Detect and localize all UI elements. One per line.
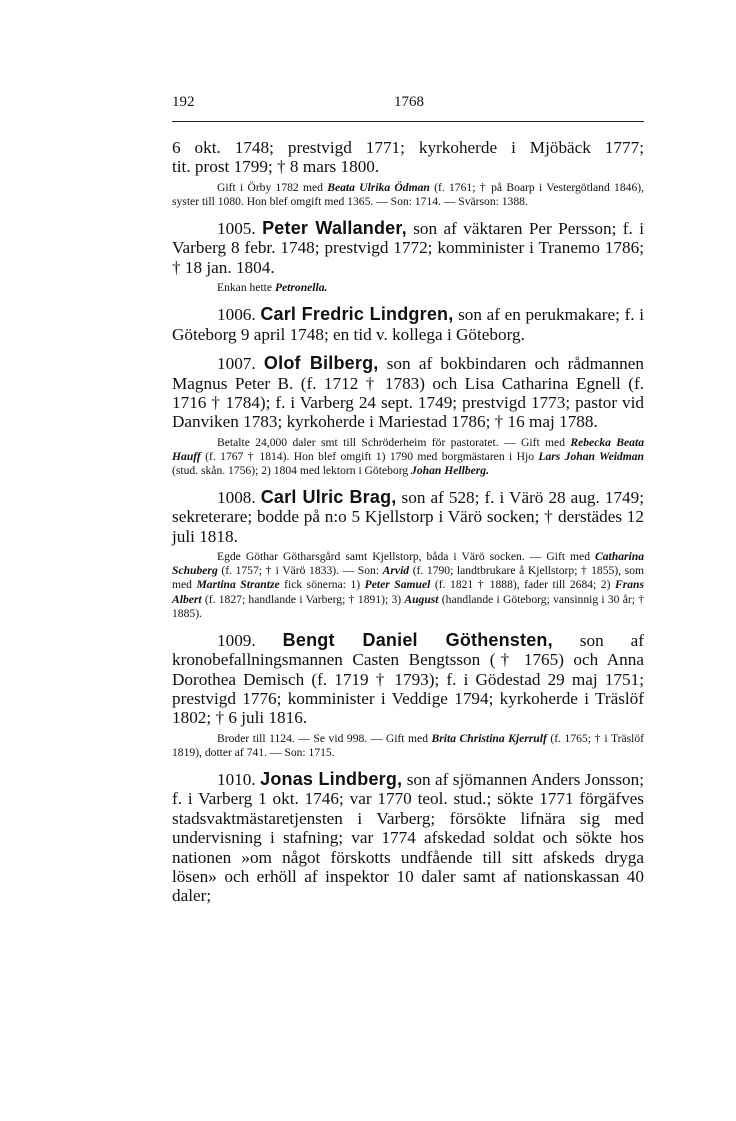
entries-list [172, 219, 644, 906]
entry-number: 1007. [217, 354, 264, 374]
entry-name: Bengt Daniel Göthensten, [282, 629, 553, 650]
note-text: Broder till 1124. — Se vid 998. — Gift med [217, 731, 432, 745]
intro-line: tit. prost 1799; † 8 mars 1800. [172, 157, 380, 177]
note-text: Enkan hette [217, 281, 275, 295]
entry-name: Olof Bilberg, [263, 353, 379, 374]
note-italic-name: Lars Johan Weidman [538, 449, 644, 463]
entry-number: 1006. [217, 305, 261, 325]
note-text: (f. 1761; † på Boarp i Vestergötland 1846), syster till 1080. Hon blef omgift med 1365. — Son: 1714. — Svärson: 1388. [172, 180, 644, 208]
note-text: (f. 1765; † i Träslöf 1819), dotter af 741. — Son: 1715. [172, 731, 645, 759]
header-rule [172, 121, 644, 122]
entry-name: Peter Wallander, [262, 218, 407, 238]
intro-continuation [172, 138, 644, 209]
biography-entry [172, 631, 644, 760]
entry-number: 1010. [217, 769, 261, 789]
note-text: (f. 1827; handlande i Varberg; † 1891); 3) [201, 592, 405, 606]
entry-note [172, 281, 644, 295]
note-italic-name: Beata Ulrika Ödman [327, 180, 430, 194]
note-italic-name: Johan Hellberg. [411, 463, 489, 477]
entry-text: son af en perukmakare; f. i Göteborg 9 april 1748; en tid v. kollega i Göteborg. [172, 305, 644, 344]
book-page [172, 94, 645, 906]
intro-line: 6 okt. 1748; prestvigd 1771; kyrkoherde i Mjöbäck 1777; [172, 138, 644, 157]
entry-text: son af sjömannen Anders Jonsson; f. i Varberg 1 okt. 1746; var 1770 teol. stud.; sökte 1771 förgäfves stadsvaktmästaretjensten i Varberg; försökte lifnära sig med undervisning i stafning; var 1774 afskedad soldat och sökte hos nationen »om något förskotts undfående till sitt afskeds dryga lösen» och erhöll af inspektor 10 daler samt af nationskassan 40 daler; [172, 769, 644, 906]
entry-name: Carl Fredric Lindgren, [260, 304, 454, 325]
note-italic-name: Petronella. [274, 281, 328, 295]
entry-paragraph [172, 488, 644, 546]
note-italic-name: Brita Christina Kjerrulf [431, 731, 547, 745]
note-italic-name: Martina Strantze [196, 578, 280, 592]
intro-note [172, 181, 644, 209]
entry-number: 1008. [217, 488, 261, 508]
note-text: Betalte 24,000 daler smt till Schröderheim för pastoratet. — Gift med [217, 435, 571, 449]
note-text: Egde Göthar Götharsgård samt Kjellstorp, båda i Värö socken. — Gift med [217, 550, 596, 564]
year-heading: 1768 [394, 94, 424, 110]
note-italic-name: Rebecka Beata Hauff [172, 435, 645, 463]
page-number: 192 [172, 94, 195, 110]
note-text: (handlande i Göteborg; vansinnig i 30 år; † 1885). [172, 592, 645, 620]
entry-text: son af 528; f. i Värö 28 aug. 1749; sekreterare; bodde på n:o 5 Kjellstorp i Värö socken; † derstädes 12 juli 1818. [172, 488, 644, 546]
note-text: (f. 1821 † 1888), fader till 2684; 2) [430, 578, 615, 592]
entry-text: son af kronobefallningsmannen Casten Bengtsson († 1765) och Anna Dorothea Demisch (f. 1719 † 1793); f. i Gödestad 29 maj 1751; prestvigd 1776; komminister i Veddige 1794; kyrkoherde i Träslöf 1802; † 6 juli 1816. [172, 630, 645, 728]
entry-paragraph [172, 631, 644, 728]
entry-number: 1009. [217, 630, 283, 650]
running-header [172, 94, 644, 114]
entry-text: son af väktaren Per Persson; f. i Varberg 8 febr. 1748; prestvigd 1772; komminister i Tranemo 1786; † 18 jan. 1804. [172, 219, 645, 277]
entry-paragraph [172, 770, 644, 906]
page-body [172, 138, 644, 906]
note-text: (f. 1757; † i Värö 1833). — Son: [217, 564, 383, 578]
note-italic-name: August [404, 592, 439, 606]
entry-paragraph [172, 354, 644, 432]
entry-note [172, 550, 644, 620]
biography-entry [172, 219, 644, 295]
entry-note [172, 732, 644, 760]
biography-entry [172, 305, 644, 344]
entry-text: son af bokbindaren och rådmannen Magnus Peter B. (f. 1712 † 1783) och Lisa Catharina Egnell (f. 1716 † 1784); f. i Varberg 24 sept. 1749; prestvigd 1773; pastor vid Danviken 1783; kyrkoherde i Mariestad 1786; † 16 maj 1788. [172, 354, 644, 432]
note-italic-name: Peter Samuel [364, 578, 431, 592]
biography-entry [172, 770, 644, 906]
entry-number: 1005. [217, 219, 263, 238]
entry-name: Carl Ulric Brag, [260, 487, 397, 508]
intro-text [172, 138, 644, 177]
entry-note [172, 436, 644, 478]
note-italic-name: Frans Albert [172, 578, 644, 606]
entry-paragraph [172, 219, 644, 277]
biography-entry [172, 354, 644, 478]
note-text: fick sönerna: 1) [279, 578, 365, 592]
note-text: (stud. skån. 1756); 2) 1804 med lektorn i Göteborg [172, 463, 412, 477]
note-italic-name: Arvid [382, 564, 410, 578]
entry-name: Jonas Lindberg, [260, 768, 403, 789]
note-italic-name: Catharina Schuberg [172, 550, 644, 578]
note-text: Gift i Örby 1782 med [217, 180, 328, 194]
entry-paragraph [172, 305, 644, 344]
biography-entry [172, 488, 644, 621]
note-text: (f. 1767 † 1814). Hon blef omgift 1) 1790 med borgmästaren i Hjo [200, 449, 539, 463]
note-text: (f. 1790; landtbrukare å Kjellstorp; † 1855), som med [172, 564, 645, 592]
